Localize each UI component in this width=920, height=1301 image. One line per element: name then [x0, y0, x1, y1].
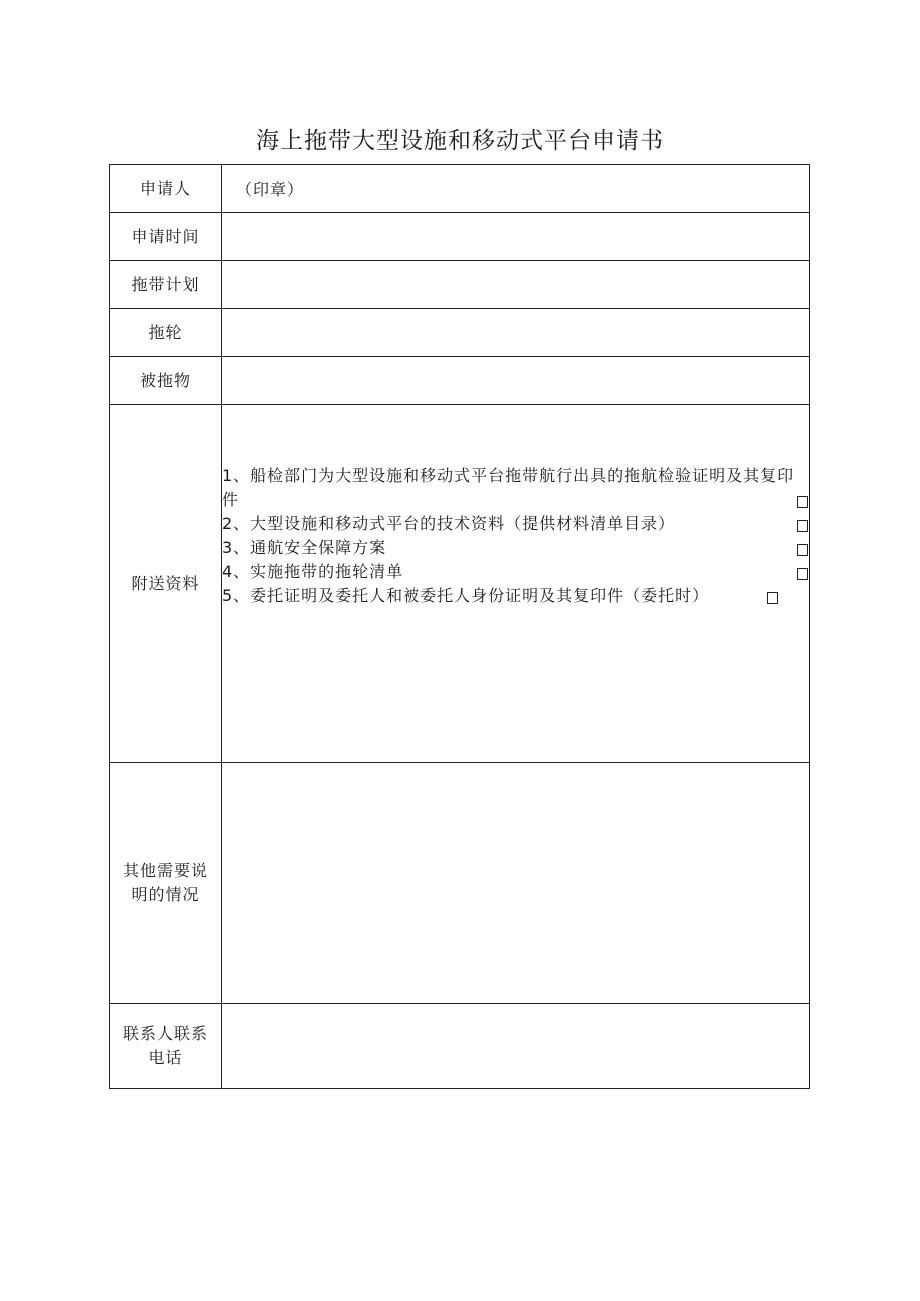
- towed-object-label: 被拖物: [110, 357, 222, 404]
- row-attachments: [110, 405, 809, 763]
- attachment-item-2-text: 2、大型设施和移动式平台的技术资料（提供材料清单目录）: [222, 514, 676, 533]
- attachment-item-5-text: 5、委托证明及委托人和被委托人身份证明及其复印件（委托时）: [222, 586, 710, 605]
- tugboat-field[interactable]: [222, 309, 809, 356]
- attachment-item-1-text: 1、船检部门为大型设施和移动式平台拖带航行出具的拖航检验证明及其复印件: [222, 466, 795, 509]
- attachment-item-4: [222, 560, 802, 584]
- row-tow-plan: [110, 261, 809, 309]
- attachment-item-3-text: 3、通航安全保障方案: [222, 538, 387, 557]
- seal-placeholder: （印章）: [236, 180, 305, 199]
- row-contact-phone: [110, 1004, 809, 1088]
- attachments-list: [222, 464, 802, 608]
- towed-object-field[interactable]: [222, 357, 809, 404]
- tugboat-label: 拖轮: [110, 309, 222, 356]
- other-notes-label: 其他需要说明的情况: [110, 763, 222, 1003]
- applicant-label: 申请人: [110, 165, 222, 212]
- row-other-notes: [110, 763, 809, 1004]
- attachment-item-1-checkbox[interactable]: [797, 496, 808, 508]
- attachment-item-2: [222, 512, 802, 536]
- application-form-table: [109, 164, 810, 1089]
- attachment-item-1: [222, 464, 802, 512]
- other-notes-field[interactable]: [222, 763, 809, 1003]
- attachment-item-3-checkbox[interactable]: [797, 544, 808, 556]
- tow-plan-field[interactable]: [222, 261, 809, 308]
- attachments-label: 附送资料: [110, 405, 222, 762]
- row-towed-object: [110, 357, 809, 405]
- attachment-item-2-checkbox[interactable]: [797, 520, 808, 532]
- attachment-item-5: [222, 584, 802, 608]
- row-applicant: [110, 165, 809, 213]
- form-title: 海上拖带大型设施和移动式平台申请书: [256, 128, 664, 154]
- attachments-field: [222, 405, 809, 762]
- attachment-item-4-text: 4、实施拖带的拖轮清单: [222, 562, 404, 581]
- contact-phone-label: 联系人联系电话: [110, 1004, 222, 1088]
- applicant-field[interactable]: [222, 165, 809, 212]
- apply-time-field[interactable]: [222, 213, 809, 260]
- attachment-item-3: [222, 536, 802, 560]
- tow-plan-label: 拖带计划: [110, 261, 222, 308]
- row-tugboat: [110, 309, 809, 357]
- contact-phone-field[interactable]: [222, 1004, 809, 1088]
- attachment-item-5-checkbox[interactable]: [767, 592, 778, 604]
- apply-time-label: 申请时间: [110, 213, 222, 260]
- row-apply-time: [110, 213, 809, 261]
- attachment-item-4-checkbox[interactable]: [797, 568, 808, 580]
